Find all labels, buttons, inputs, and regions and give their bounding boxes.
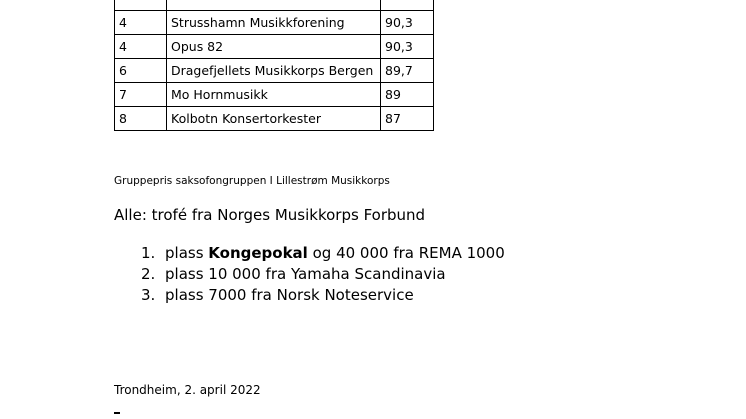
prize-bold-text: Kongepokal xyxy=(208,244,308,262)
score-cell: 89 xyxy=(381,83,434,107)
name-cell xyxy=(167,0,381,11)
name-cell: Kolbotn Konsertorkester xyxy=(167,107,381,131)
place-cell: 8 xyxy=(115,107,167,131)
prize-list xyxy=(141,243,505,306)
table-row xyxy=(115,107,434,131)
prize-text-after: og 40 000 fra REMA 1000 xyxy=(307,244,505,262)
place-cell: 4 xyxy=(115,11,167,35)
score-cell xyxy=(381,0,434,11)
group-prize-text: Gruppepris saksofongruppen I Lillestrøm Musikkorps xyxy=(114,175,390,187)
prize-number: 3. xyxy=(141,286,156,304)
score-cell: 89,7 xyxy=(381,59,434,83)
score-cell: 90,3 xyxy=(381,11,434,35)
place-cell xyxy=(115,0,167,11)
prize-number: 2. xyxy=(141,265,156,283)
table-row xyxy=(115,35,434,59)
all-trophy-text: Alle: trofé fra Norges Musikkorps Forbund xyxy=(114,206,426,224)
table-row xyxy=(115,59,434,83)
score-cell: 90,3 xyxy=(381,35,434,59)
prize-text: plass 10 000 fra Yamaha Scandinavia xyxy=(165,265,446,283)
score-cell: 87 xyxy=(381,107,434,131)
table-row xyxy=(115,11,434,35)
table-row-partial xyxy=(115,0,434,11)
name-cell: Strusshamn Musikkforening xyxy=(167,11,381,35)
prize-item xyxy=(141,285,505,306)
prize-number: 1. xyxy=(141,244,156,262)
table-row xyxy=(115,83,434,107)
prize-item xyxy=(141,243,505,264)
place-cell: 6 xyxy=(115,59,167,83)
place-cell: 7 xyxy=(115,83,167,107)
name-cell: Mo Hornmusikk xyxy=(167,83,381,107)
cut-off-text-fragment xyxy=(114,412,120,414)
prize-text: plass 7000 fra Norsk Noteservice xyxy=(165,286,414,304)
prize-item xyxy=(141,264,505,285)
place-date: Trondheim, 2. april 2022 xyxy=(114,383,261,397)
place-cell: 4 xyxy=(115,35,167,59)
name-cell: Dragefjellets Musikkorps Bergen xyxy=(167,59,381,83)
prize-text: plass xyxy=(165,244,209,262)
results-table xyxy=(114,0,434,131)
name-cell: Opus 82 xyxy=(167,35,381,59)
